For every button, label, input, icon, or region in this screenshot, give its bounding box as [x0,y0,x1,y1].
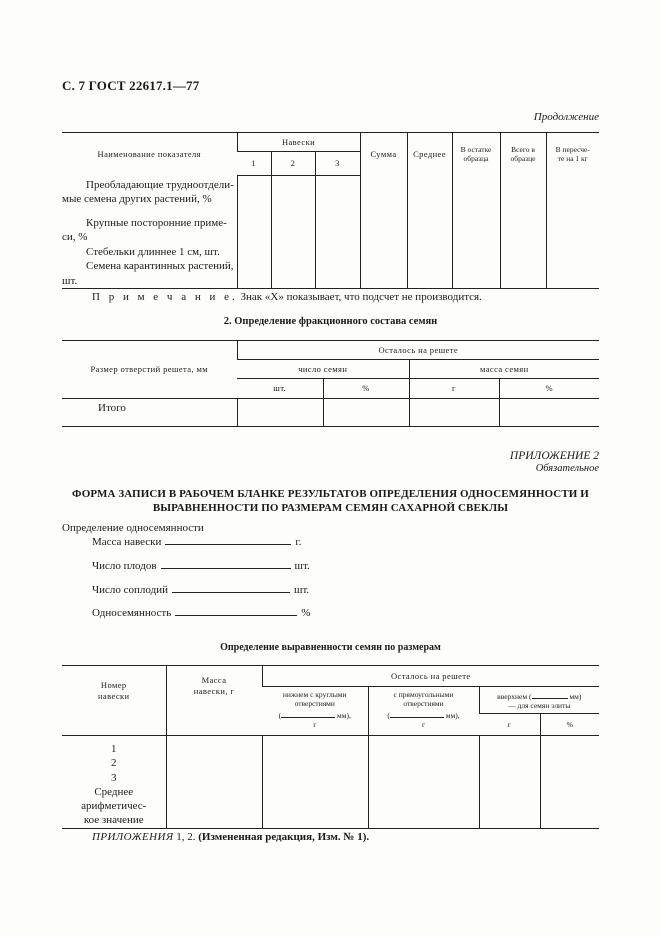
total-label: Итого [62,399,237,427]
col-rect-sieve: с прямоугольными отверстиями ( мм), г [368,687,479,736]
row-label: Крупные посторонние приме- [86,216,227,229]
appendix-title: ПРИЛОЖЕНИЕ 2 [509,450,599,462]
col-sample-mass: Масса навески, г [166,666,262,736]
uniformity-table [62,665,599,829]
sample-num: 3 [315,152,360,176]
unit-cell: шт. [237,379,323,399]
appendices-nums: 1, 2. [176,831,196,843]
col-remaining: Осталось на решете [237,341,599,360]
fraction-table [62,340,599,427]
form-title: ФОРМА ЗАПИСИ В РАБОЧЕМ БЛАНКЕ РЕЗУЛЬТАТОВ ОПРЕДЕЛЕНИЯ ОДНОСЕМЯННОСТИ И ВЫРАВНЕННОСТИ ПО РАЗМЕРАМ СЕМЯН САХАРНОЙ СВЕКЛЫ [72,488,589,515]
form-subheading: Определение односемянности [62,522,204,534]
field-fruit-count: Число плодов шт. [92,560,310,572]
table-row [62,399,599,427]
section-title: 2. Определение фракционного состава семян [223,316,438,327]
col-per-kg: В пересче- те на 1 кг [546,133,599,176]
footer-note [92,831,369,843]
col-indicator-name: Наименование показателя [97,148,201,159]
unit-cell: г [409,379,499,399]
row-label: мые семена других растений, % [62,193,212,206]
indicators-table [62,132,599,289]
unit-cell: % [499,379,599,399]
unit-cell: г [479,714,540,736]
col-total: Всего в образце [500,133,546,176]
col-sample-number: Номер навески [97,680,130,701]
table-row [62,736,599,829]
row-label: шт. [62,274,78,287]
sample-num: 2 [271,152,315,176]
sample-num: 1 [237,152,271,176]
col-sum: Сумма [360,133,407,176]
row-label: Семена карантинных растений, [86,260,234,273]
col-lower-sieve: нижнем с круглыми отверстиями ( мм), г [262,687,368,736]
field-infructescence-count: Число соплодий шт. [92,584,310,596]
table-row [62,212,599,289]
field-monogermity: Односемянность % [92,607,311,619]
col-seed-mass: масса семян [409,360,599,379]
continuation-label: Продолжение [533,111,599,123]
section-title: Определение выравненности семян по размерам [220,642,441,653]
appendix-label [510,450,599,474]
row-labels: 1 2 3 Среднее арифметичес- кое значение [62,736,166,829]
page-header: С. 7 ГОСТ 22617.1—77 [62,78,200,93]
note-text: Знак «Х» показывает, что подсчет не производится. [240,291,482,303]
row-label: Преобладающие трудноотдели- [86,178,234,191]
note [92,291,482,303]
col-samples: Навески [237,133,360,152]
row-label: Стебельки длиннее 1 см, шт. [86,245,220,258]
col-hole-size: Размер отверстий решета, мм [90,364,209,375]
col-upper-sieve: вверхнем ( мм) — для семян элиты [479,687,599,714]
col-mean: Среднее [407,133,452,176]
edition-note: (Измененная редакция, Изм. № 1). [198,831,370,843]
appendices-label: ПРИЛОЖЕНИЯ [92,831,174,843]
row-label: си, % [62,231,88,244]
col-residue: В остатке образца [452,133,500,176]
note-label: П р и м е ч а н и е. [92,291,238,303]
table-row [62,176,599,212]
field-sample-mass: Масса навески г. [92,536,302,548]
unit-cell: % [323,379,409,399]
unit-cell: % [540,714,599,736]
col-remaining: Осталось на решете [262,666,599,687]
col-seed-count: число семян [237,360,409,379]
appendix-subtitle: Обязательное [535,463,599,474]
